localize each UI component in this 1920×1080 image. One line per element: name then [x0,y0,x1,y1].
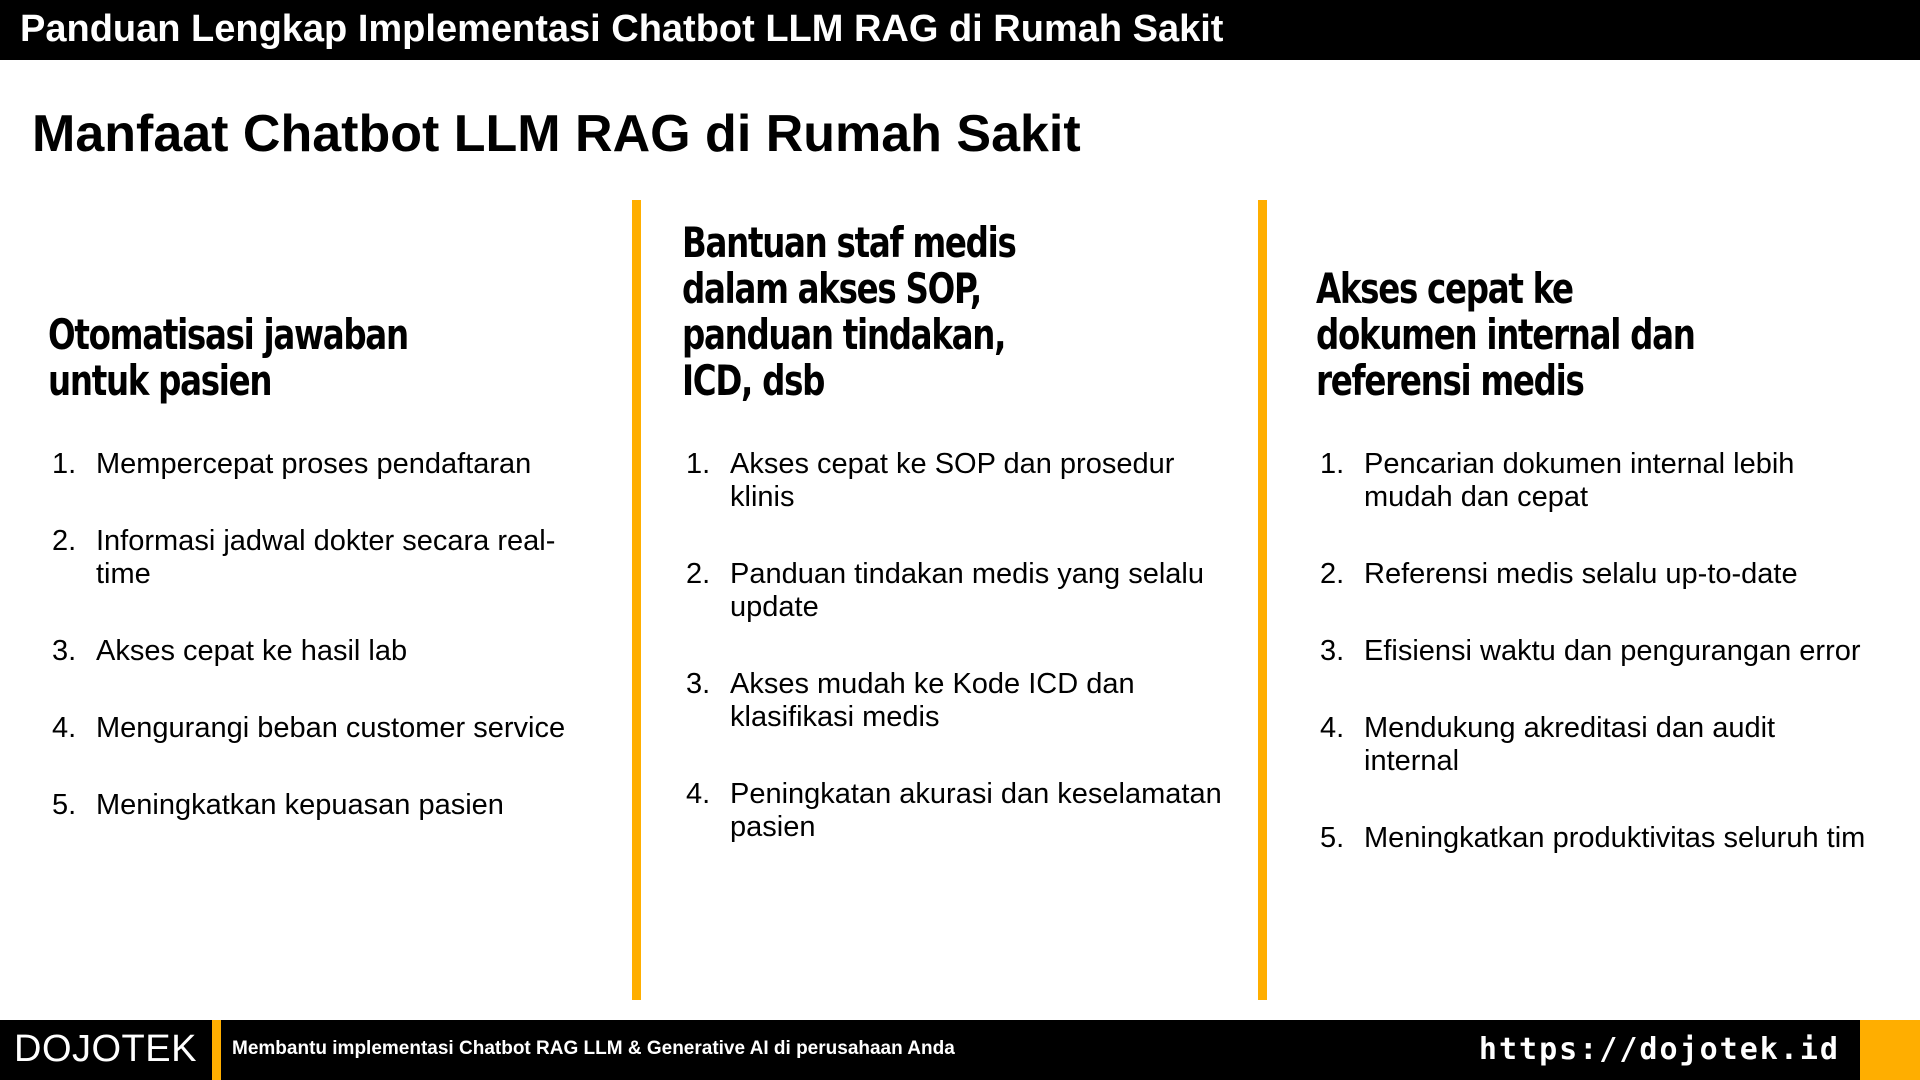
list-item-text: Mempercepat proses pendaftaran [96,448,532,480]
list-item: 2. Panduan tindakan medis yang selalu update [686,558,1204,623]
list-item: 1. Akses cepat ke SOP dan prosedur klinis [686,448,1175,513]
list-item: 5. Meningkatkan kepuasan pasien [52,789,504,821]
footer-tagline: Membantu implementasi Chatbot RAG LLM & Generative AI di perusahaan Anda [232,1038,955,1059]
list-item-text: Panduan tindakan medis yang selalu update [730,558,1204,623]
list-item: 3. Akses mudah ke Kode ICD dan klasifikasi medis [686,668,1135,733]
list-item-text: Informasi jadwal dokter secara real-time [96,525,556,590]
list-item: 2. Referensi medis selalu up-to-date [1320,558,1798,590]
list-item-text: Mengurangi beban customer service [96,712,566,744]
benefit-list [1316,448,1876,899]
column-heading-line: referensi medis [1316,356,1584,405]
list-item-text: Akses cepat ke SOP dan prosedur klinis [730,448,1175,513]
header-bar [0,0,1920,60]
footer-corner-accent [1860,1020,1920,1080]
list-item-text: Referensi medis selalu up-to-date [1364,558,1798,590]
benefit-column-internal-documents [1304,200,1884,1000]
list-item-text: Mendukung akreditasi dan audit internal [1364,712,1776,777]
column-heading-line: panduan tindakan, [682,310,1006,359]
list-item: 1. Pencarian dokumen internal lebih mudah dan cepat [1320,448,1795,513]
list-item: 1. Mempercepat proses pendaftaran [52,448,532,480]
column-heading-line: dokumen internal dan [1316,310,1695,359]
benefit-column-medical-staff [670,200,1250,1000]
column-heading-line: Otomatisasi jawaban [48,310,408,359]
website-link[interactable]: https://dojotek.id [1478,1032,1840,1067]
column-heading-line: untuk pasien [48,356,272,405]
list-item-text: Akses cepat ke hasil lab [96,635,408,667]
list-item-text: Meningkatkan produktivitas seluruh tim [1364,822,1866,854]
benefit-column-patient-automation [36,200,596,1000]
benefit-list [682,448,1242,888]
column-heading [682,220,1016,404]
column-divider [632,200,641,1000]
list-item: 3. Efisiensi waktu dan pengurangan error [1320,635,1861,667]
list-item-text: Efisiensi waktu dan pengurangan error [1364,635,1861,667]
slide-title: Manfaat Chatbot LLM RAG di Rumah Sakit [32,105,1081,163]
list-item: 2. Informasi jadwal dokter secara real-time [52,525,556,590]
list-item-text: Akses mudah ke Kode ICD dan klasifikasi medis [730,668,1135,733]
list-item: 4. Mengurangi beban customer service [52,712,566,744]
column-heading-line: ICD, dsb [682,356,825,405]
list-item: 4. Mendukung akreditasi dan audit internal [1320,712,1776,777]
column-heading [48,312,408,404]
column-divider [1258,200,1267,1000]
column-heading [1316,266,1695,404]
list-item-text: Peningkatan akurasi dan keselamatan pasien [730,778,1222,843]
column-heading-line: dalam akses SOP, [682,264,981,313]
list-item-text: Pencarian dokumen internal lebih mudah dan cepat [1364,448,1795,513]
brand-logo-text: DOJOTEK [14,1028,197,1070]
column-heading-line: Akses cepat ke [1316,264,1573,313]
list-item: 3. Akses cepat ke hasil lab [52,635,408,667]
footer-bar [0,1020,1920,1080]
list-item: 5. Meningkatkan produktivitas seluruh tim [1320,822,1866,854]
footer-accent-divider [212,1020,221,1080]
column-heading-line: Bantuan staf medis [682,218,1016,267]
list-item: 4. Peningkatan akurasi dan keselamatan pasien [686,778,1222,843]
benefit-list [48,448,588,866]
banner-title: Panduan Lengkap Implementasi Chatbot LLM RAG di Rumah Sakit [20,8,1224,50]
list-item-text: Meningkatkan kepuasan pasien [96,789,504,821]
